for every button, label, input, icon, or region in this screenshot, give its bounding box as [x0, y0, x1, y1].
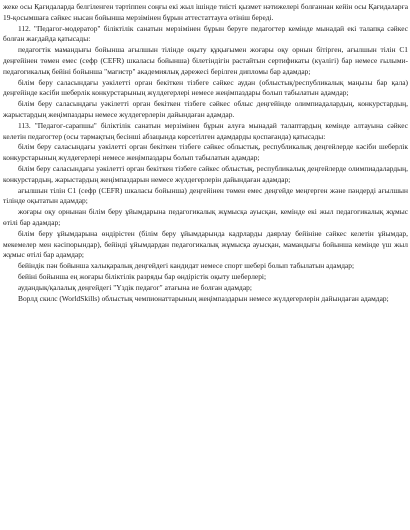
paragraph: бейіндік пән бойынша халықаралық деңгейдегі кандидат немесе спорт шебері болып табылатын адамдар; [18, 261, 355, 271]
paragraph: ағылшын тілін С1 (сефр (CEFR) шкаласы бойынша) деңгейінен төмен емес деңгейде меңгерген және пәндерді ағылшын тілінде оқытатын адамдар; [3, 185, 408, 206]
paragraph: Ворлд скилс (WorldSkills) облыстық чемпионаттарының жеңімпаздарын немесе жүлдегерлерін дайындаған адамдар; [18, 293, 389, 303]
paragraph: аудандық/қалалық деңгейдегі "Үздік педагог" атағына ие болған адамдар; [18, 282, 252, 292]
paragraph: бейіні бойынша ең жоғары біліктілік разряды бар өндірістік оқыту шеберлері; [18, 271, 267, 281]
paragraph: педагогтік мамандығы бойынша ағылшын тілінде оқыту құқығымен жоғары оқу орнын бітірген, ағылшын тілін С1 деңгейінен төмен емес (сефр (CEFR) шкаласы бойынша) білетіндігін растайтын сертификаты (күәлігі) бар немесе ғылыми-педагогикалық бейіні бойынша "магистр" академиялық дәрежесі берілген дипломы бар адамдар; [3, 45, 408, 76]
paragraph: 112. "Педагог-модератор" біліктілік санатын мерзімінен бұрын беруге педагогтер кемінде мынадай екі талапқа сәйкес болған жағдайда қатысады: [3, 23, 408, 44]
paragraph: білім беру саласындағы уәкілетті орган бекіткен тізбеге сәйкес облыстық, республикалық деңгейлерде кәсіби шеберлік конкурстарының жүлдегерлері немесе жеңімпаздары болып табылатын адамдар; [3, 142, 408, 163]
paragraph: білім беру саласындағы уәкілетті орган бекіткен тізбеге сәйкес облыстық, республикалық деңгейлерде олимпиадалардың, конкурстардың, жарыстардың жеңімпаздарын немесе жүлдегерлерін дайындаған адамдар; [3, 163, 408, 184]
paragraph: білім беру саласындағы уәкілетті орган бекіткен тізбеге сәйкес аудан (облыстық/республикалық маңызы бар қала) деңгейінде кәсіби шеберлік конкурстарының жүлдегерлері немесе жеңімпаздары болып табылатын адамдар; [3, 77, 408, 98]
paragraph: 113. "Педагог-сарапшы" біліктілік санатын мерзімінен бұрын алуға мынадай талаптардың кемінде алтауына сәйкес келетін педагогтер (осы тармақтың бесінші абзацында көрсетілген адамдарды қоспағанда) қатысады: [3, 120, 408, 141]
paragraph: білім беру саласындағы уәкілетті орган бекіткен тізбеге сәйкес облыс деңгейінде олимпиадалардың, конкурстардың, жарыстардың жеңімпаздары немесе жүлдегерлерін дайындаған адамдар. [3, 99, 408, 119]
paragraph: жоғары оқу орнынан білім беру ұйымдарына педагогикалық жұмысқа ауысқан, кемінде екі жыл педагогикалық жұмыс өтілі бар адамдар; [3, 207, 408, 227]
paragraph: білім беру ұйымдарына өндірістен (білім беру ұйымдарында кадрларды даярлау бейініне сәйкес келетін ұйымдар, мекемелер мен кәсіпорындар), бейінді ұйымдардан педагогикалық жұмысқа ауысқан, мамандығы бойынша кемінде үш жыл жұмыс өтілі бар адамдар; [3, 228, 408, 260]
paragraph: жеке осы Қағидаларда белгіленген тәртіппен соңғы екі жыл ішінде тиісті қызмет нәтижелері болғаннан кейін осы Қағидаларға 19-қосымшаға сәйкес нысан бойынша мерзімінен бұрын аттестаттауға өтініш береді. [3, 2, 408, 22]
